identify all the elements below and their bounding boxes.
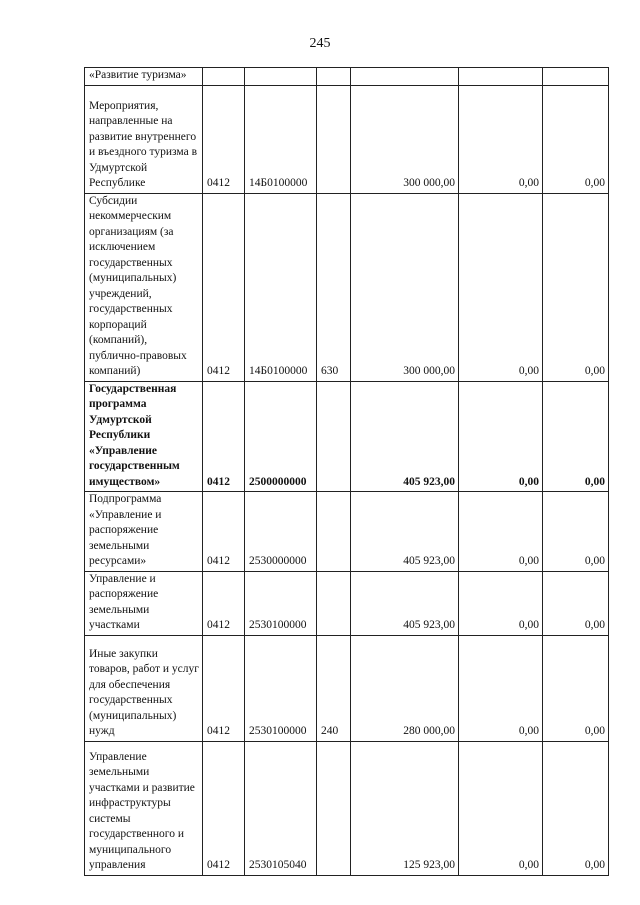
row-name-cell: Иные закупки товаров, работ и услуг для обеспечения государственных (муниципальных) нужд — [85, 635, 203, 741]
target-article-cell: 2530105040 — [245, 741, 317, 875]
table-row — [85, 381, 609, 492]
row-name-cell: Управление и распоряжение земельными участками — [85, 571, 203, 635]
target-article-cell: 2530100000 — [245, 635, 317, 741]
target-article-cell: 14Б0100000 — [245, 193, 317, 381]
amount-cell-3: 0,00 — [543, 635, 609, 741]
amount-cell-1: 300 000,00 — [351, 85, 459, 193]
amount-cell-2: 0,00 — [459, 381, 543, 492]
amount-cell-2: 0,00 — [459, 85, 543, 193]
amount-cell-3 — [543, 68, 609, 86]
target-article-cell: 2500000000 — [245, 381, 317, 492]
amount-cell-1: 405 923,00 — [351, 492, 459, 572]
target-article-cell — [245, 68, 317, 86]
amount-cell-1: 125 923,00 — [351, 741, 459, 875]
amount-cell-3: 0,00 — [543, 741, 609, 875]
amount-cell-2: 0,00 — [459, 571, 543, 635]
amount-cell-2 — [459, 68, 543, 86]
expense-type-cell — [317, 492, 351, 572]
expense-type-cell — [317, 741, 351, 875]
table-row — [85, 635, 609, 741]
row-name-cell: Субсидии некоммерческим организациям (за исключением государственных (муниципальных) учреждений, государственных корпораций (компаний), публично-правовых компаний) — [85, 193, 203, 381]
expense-type-cell — [317, 68, 351, 86]
row-name-cell: Мероприятия, направленные на развитие внутреннего и въездного туризма в Удмуртской Республике — [85, 85, 203, 193]
section-code-cell: 0412 — [203, 492, 245, 572]
section-code-cell: 0412 — [203, 741, 245, 875]
amount-cell-3: 0,00 — [543, 193, 609, 381]
amount-cell-3: 0,00 — [543, 85, 609, 193]
target-article-cell: 2530000000 — [245, 492, 317, 572]
table-row — [85, 68, 609, 86]
expense-type-cell — [317, 85, 351, 193]
amount-cell-1: 405 923,00 — [351, 381, 459, 492]
target-article-cell: 2530100000 — [245, 571, 317, 635]
section-code-cell: 0412 — [203, 571, 245, 635]
row-name-cell: Подпрограмма «Управление и распоряжение земельными ресурсами» — [85, 492, 203, 572]
table-row — [85, 741, 609, 875]
amount-cell-3: 0,00 — [543, 571, 609, 635]
amount-cell-1 — [351, 68, 459, 86]
table-row — [85, 193, 609, 381]
page-number: 245 — [309, 36, 331, 51]
amount-cell-1: 280 000,00 — [351, 635, 459, 741]
section-code-cell: 0412 — [203, 381, 245, 492]
amount-cell-3: 0,00 — [543, 381, 609, 492]
budget-table — [84, 67, 609, 876]
amount-cell-1: 300 000,00 — [351, 193, 459, 381]
amount-cell-2: 0,00 — [459, 635, 543, 741]
table-row — [85, 571, 609, 635]
expense-type-cell: 630 — [317, 193, 351, 381]
section-code-cell: 0412 — [203, 635, 245, 741]
section-code-cell: 0412 — [203, 193, 245, 381]
expense-type-cell — [317, 571, 351, 635]
amount-cell-1: 405 923,00 — [351, 571, 459, 635]
expense-type-cell — [317, 381, 351, 492]
section-code-cell — [203, 68, 245, 86]
amount-cell-2: 0,00 — [459, 741, 543, 875]
table-row — [85, 492, 609, 572]
amount-cell-3: 0,00 — [543, 492, 609, 572]
row-name-cell: Государственная программа Удмуртской Республики «Управление государственным имуществом» — [85, 381, 203, 492]
target-article-cell: 14Б0100000 — [245, 85, 317, 193]
amount-cell-2: 0,00 — [459, 492, 543, 572]
section-code-cell: 0412 — [203, 85, 245, 193]
table-row — [85, 85, 609, 193]
amount-cell-2: 0,00 — [459, 193, 543, 381]
expense-type-cell: 240 — [317, 635, 351, 741]
row-name-cell: Управление земельными участками и развитие инфраструктуры системы государственного и муниципального управления — [85, 741, 203, 875]
row-name-cell: «Развитие туризма» — [85, 68, 203, 86]
